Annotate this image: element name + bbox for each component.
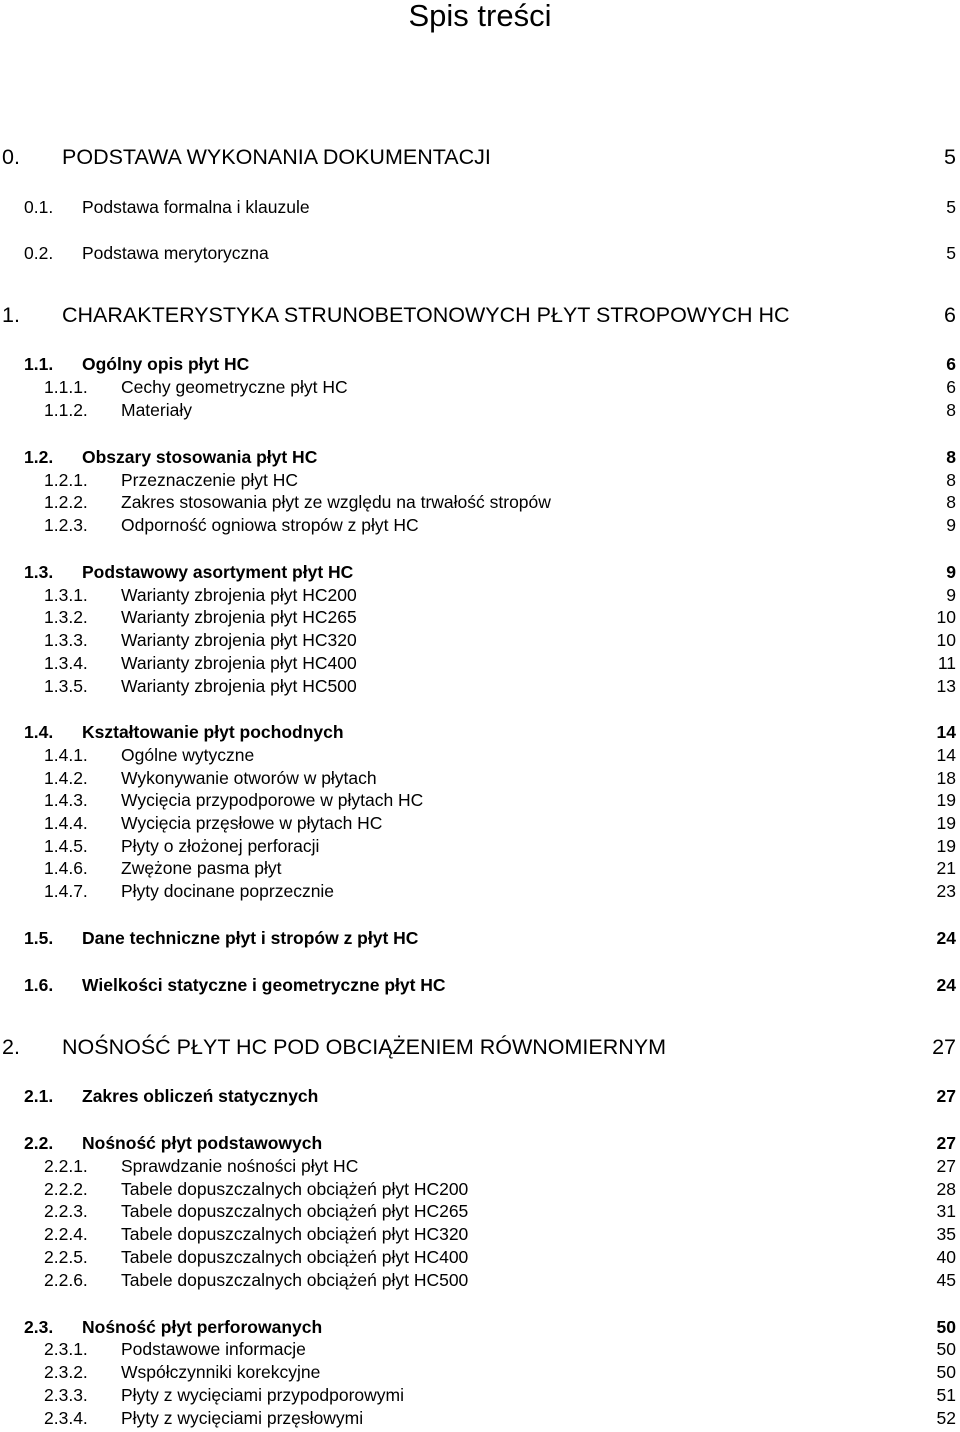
toc-entry-title: NOŚNOŚĆ PŁYT HC POD OBCIĄŻENIEM RÓWNOMIERNYM [62,1035,667,1059]
toc-entry-number: 1.3. [24,562,54,582]
toc-entry-title: Zwężone pasma płyt [121,858,282,878]
toc-entry-page: 19 [936,813,956,833]
toc-entry-number: 2.2.5. [44,1247,88,1267]
toc-entry[interactable] [0,1246,960,1268]
toc-entry-page: 50 [936,1362,956,1382]
toc-entry-page: 31 [936,1201,956,1221]
toc-entry-page: 23 [936,881,956,901]
toc-entry-page: 8 [946,470,956,490]
toc-entry-number: 1.3.3. [44,630,88,650]
toc-entry[interactable] [0,767,960,789]
toc-entry[interactable] [0,880,960,902]
toc-entry[interactable] [0,629,960,651]
toc-entry-title: Płyty z wycięciami przęsłowymi [121,1408,364,1428]
toc-entry[interactable] [0,353,960,375]
toc-entry-page: 8 [946,447,956,467]
toc-entry[interactable] [0,1178,960,1200]
toc-entry-number: 1.2.1. [44,470,88,490]
toc-entry-title: Nośność płyt podstawowych [82,1133,323,1153]
toc-entry-number: 2.3. [24,1317,54,1337]
toc-entry-number: 1.1. [24,354,54,374]
toc-entry[interactable] [0,1132,960,1154]
toc-entry-title: Ogólny opis płyt HC [82,354,250,374]
toc-entry-page: 45 [936,1270,956,1290]
toc-entry-title: Tabele dopuszczalnych obciążeń płyt HC320 [121,1224,469,1244]
toc-entry-page: 27 [936,1156,956,1176]
toc-entry[interactable] [0,652,960,674]
toc-entry-number: 1.4.4. [44,813,88,833]
toc-entry-number: 0. [2,145,20,169]
toc-entry-number: 1.4.6. [44,858,88,878]
toc-entry[interactable] [0,927,960,949]
toc-entry-page: 52 [936,1408,956,1428]
toc-entry[interactable] [0,1384,960,1406]
toc-entry-title: Warianty zbrojenia płyt HC400 [121,653,357,673]
toc-entry-number: 1. [2,303,20,327]
toc-entry-number: 2.2. [24,1133,54,1153]
toc-entry-title: Wielkości statyczne i geometryczne płyt HC [82,975,446,995]
toc-entry-title: Płyty z wycięciami przypodporowymi [121,1385,404,1405]
toc-entry-page: 13 [936,676,956,696]
toc-entry-page: 14 [936,722,956,742]
toc-entry-number: 2.3.2. [44,1362,88,1382]
toc-entry-page: 28 [936,1179,956,1199]
toc-entry-page: 18 [936,768,956,788]
toc-entry-title: Podstawa formalna i klauzule [82,197,310,217]
toc-entry-number: 1.2.2. [44,492,88,512]
toc-entry[interactable] [0,469,960,491]
toc-entry-title: Sprawdzanie nośności płyt HC [121,1156,359,1176]
toc-entry[interactable] [0,835,960,857]
toc-entry[interactable] [0,1316,960,1338]
toc-entry-page: 6 [944,303,956,327]
toc-entry-title: Zakres stosowania płyt ze względu na trwałość stropów [121,492,551,512]
toc-entry-title: CHARAKTERYSTYKA STRUNOBETONOWYCH PŁYT STROPOWYCH HC [62,303,790,327]
toc-entry-number: 2.2.4. [44,1224,88,1244]
toc-entry[interactable] [0,974,960,996]
toc-entry[interactable] [0,446,960,468]
toc-entry-page: 27 [936,1086,956,1106]
toc-entry-number: 2.2.1. [44,1156,88,1176]
toc-entry-page: 24 [936,928,956,948]
toc-entry-number: 2. [2,1035,20,1059]
toc-entry-number: 1.4.7. [44,881,88,901]
toc-entry-number: 1.4. [24,722,54,742]
toc-entry-number: 2.3.4. [44,1408,88,1428]
toc-entry-page: 8 [946,400,956,420]
toc-entry-page: 50 [936,1317,956,1337]
toc-entry-page: 40 [936,1247,956,1267]
toc-entry-title: Materiały [121,400,192,420]
toc-entry-page: 6 [946,354,956,374]
toc-entry[interactable] [0,789,960,811]
toc-entry-page: 19 [936,790,956,810]
toc-entry[interactable] [0,584,960,606]
toc-entry-title: Płyty o złożonej perforacji [121,836,320,856]
toc-entry[interactable] [0,606,960,628]
toc-entry-page: 14 [936,745,956,765]
toc-entry-number: 1.4.2. [44,768,88,788]
toc-entry-title: Wycięcia przypodporowe w płytach HC [121,790,424,810]
toc-entry-title: Tabele dopuszczalnych obciążeń płyt HC400 [121,1247,469,1267]
toc-entry-title: Warianty zbrojenia płyt HC265 [121,607,357,627]
toc-entry-title: Przeznaczenie płyt HC [121,470,299,490]
toc-entry[interactable] [0,376,960,398]
toc-entry-title: Ogólne wytyczne [121,745,255,765]
toc-entry-number: 1.2.3. [44,515,88,535]
toc-entry-number: 2.1. [24,1086,54,1106]
toc-entry[interactable] [0,300,960,330]
toc-entry-page: 50 [936,1339,956,1359]
toc-entry[interactable] [0,812,960,834]
toc-entry[interactable] [0,1338,960,1360]
toc-entry[interactable] [0,142,960,172]
toc-entry-number: 0.1. [24,197,54,217]
toc-entry-number: 1.3.5. [44,676,88,696]
toc-entry-number: 2.2.3. [44,1201,88,1221]
toc-entry-title: Kształtowanie płyt pochodnych [82,722,344,742]
toc-entry-page: 5 [946,243,956,263]
toc-entry-number: 2.3.1. [44,1339,88,1359]
toc-entry[interactable] [0,242,960,264]
toc-entry-page: 27 [936,1133,956,1153]
toc-entry-title: Płyty docinane poprzecznie [121,881,335,901]
toc-entry-number: 2.2.2. [44,1179,88,1199]
toc-entry[interactable] [0,721,960,743]
toc-entry-title: Wykonywanie otworów w płytach [121,768,377,788]
toc-entry-title: Odporność ogniowa stropów z płyt HC [121,515,419,535]
toc-entry-title: Obszary stosowania płyt HC [82,447,318,467]
toc-entry-number: 1.1.1. [44,377,88,397]
toc-entry-title: Tabele dopuszczalnych obciążeń płyt HC265 [121,1201,469,1221]
toc-entry[interactable] [0,1407,960,1429]
toc-entry[interactable] [0,1361,960,1383]
toc-entry-page: 9 [946,562,956,582]
toc-entry[interactable] [0,1200,960,1222]
toc-entry-title: Warianty zbrojenia płyt HC500 [121,676,357,696]
toc-entry-page: 21 [936,858,956,878]
toc-entry-number: 1.2. [24,447,54,467]
toc-entry-title: Nośność płyt perforowanych [82,1317,323,1337]
toc-entry-number: 1.3.2. [44,607,88,627]
toc-entry-title: Podstawowe informacje [121,1339,306,1359]
toc-entry-title: Podstawa merytoryczna [82,243,269,263]
toc-entry-number: 1.4.5. [44,836,88,856]
toc-entry-page: 9 [946,585,956,605]
toc-entry-page: 19 [936,836,956,856]
toc-entry-page: 5 [944,145,956,169]
toc-entry-title: PODSTAWA WYKONANIA DOKUMENTACJI [62,145,491,169]
toc-entry-page: 35 [936,1224,956,1244]
toc-entry-title: Warianty zbrojenia płyt HC320 [121,630,357,650]
toc-entry-page: 24 [936,975,956,995]
toc-entry-title: Współczynniki korekcyjne [121,1362,321,1382]
toc-entry[interactable] [0,1085,960,1107]
toc-entry-page: 5 [946,197,956,217]
toc-entry-number: 1.3.4. [44,653,88,673]
toc-entry-page: 27 [932,1035,956,1059]
toc-entry-page: 8 [946,492,956,512]
toc-entry-page: 11 [937,653,956,673]
toc-entry-number: 1.4.3. [44,790,88,810]
toc-entry-number: 1.1.2. [44,400,88,420]
toc-entry[interactable] [0,744,960,766]
toc-entry[interactable] [0,1223,960,1245]
toc-entry[interactable] [0,399,960,421]
toc-entry-title: Wycięcia przęsłowe w płytach HC [121,813,383,833]
toc-entry[interactable] [0,491,960,513]
toc-entry[interactable] [0,196,960,218]
page-title: Spis treści [408,0,552,33]
toc-entry[interactable] [0,1032,960,1062]
toc-entry-title: Cechy geometryczne płyt HC [121,377,348,397]
toc-entry-number: 1.6. [24,975,54,995]
toc-entry-title: Podstawowy asortyment płyt HC [82,562,354,582]
toc-entry-number: 1.5. [24,928,54,948]
toc-entry-page: 9 [946,515,956,535]
toc-entry[interactable] [0,1269,960,1291]
toc-entry-page: 51 [936,1385,956,1405]
toc-entry-title: Dane techniczne płyt i stropów z płyt HC [82,928,419,948]
toc-entry-number: 1.3.1. [44,585,88,605]
toc-entry-page: 10 [936,630,956,650]
toc-entry-number: 1.4.1. [44,745,88,765]
toc-entry-title: Zakres obliczeń statycznych [82,1086,319,1106]
toc-entry[interactable] [0,675,960,697]
toc-entry-number: 2.2.6. [44,1270,88,1290]
toc-entry-title: Warianty zbrojenia płyt HC200 [121,585,357,605]
toc-entry-number: 2.3.3. [44,1385,88,1405]
toc-entry-number: 0.2. [24,243,54,263]
toc-entry-page: 10 [936,607,956,627]
toc-entry-title: Tabele dopuszczalnych obciążeń płyt HC200 [121,1179,469,1199]
toc-entry-page: 6 [946,377,956,397]
toc-entry[interactable] [0,514,960,536]
toc-entry[interactable] [0,1155,960,1177]
toc-entry-title: Tabele dopuszczalnych obciążeń płyt HC500 [121,1270,469,1290]
toc-entry[interactable] [0,561,960,583]
toc-entry[interactable] [0,857,960,879]
